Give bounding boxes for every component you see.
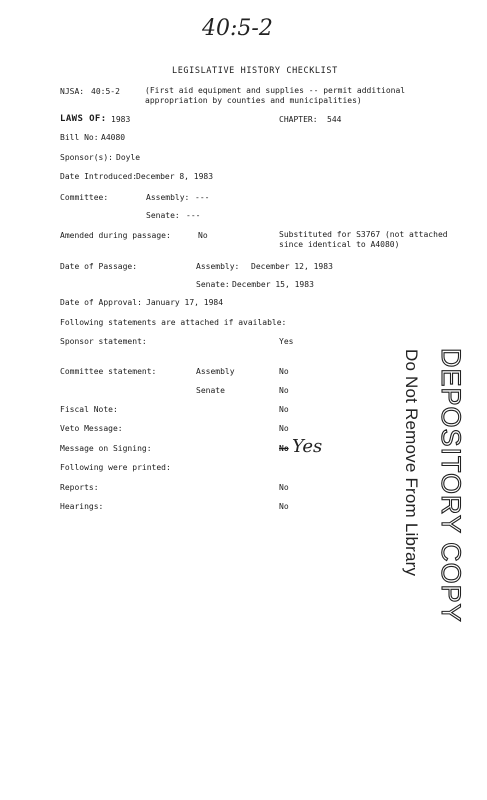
approval-label: Date of Approval: <box>60 298 142 307</box>
approval-value: January 17, 1984 <box>146 298 224 307</box>
bill-no-label: Bill No: <box>60 133 99 142</box>
sponsor-statement-label: Sponsor statement: <box>60 337 147 346</box>
committee-assembly-label: Assembly: <box>146 193 190 202</box>
depository-copy-stamp: DEPOSITORY COPY <box>436 348 466 623</box>
njsa-description-line2: appropriation by counties and municipalities) <box>145 96 362 105</box>
hearings-label: Hearings: <box>60 502 104 511</box>
message-signing-label: Message on Signing: <box>60 444 152 453</box>
passage-senate-label: Senate: <box>196 280 230 289</box>
printed-heading: Following were printed: <box>60 463 171 472</box>
date-introduced-label: Date Introduced: <box>60 172 138 181</box>
laws-of-label: LAWS OF: <box>60 114 107 124</box>
committee-statement-assembly-value: No <box>279 367 289 376</box>
sponsor-statement-value: Yes <box>279 337 294 346</box>
chapter-label: CHAPTER: <box>279 115 318 124</box>
passage-assembly-value: December 12, 1983 <box>251 262 333 271</box>
reports-value: No <box>279 483 289 492</box>
committee-senate-value: --- <box>186 211 201 220</box>
amended-note-line1: Substituted for S3767 (not attached <box>279 230 448 239</box>
bill-no-value: A4080 <box>101 133 126 142</box>
hearings-value: No <box>279 502 289 511</box>
fiscal-note-value: No <box>279 405 289 414</box>
message-signing-handwritten-value: Yes <box>292 436 323 457</box>
committee-senate-label: Senate: <box>146 211 180 220</box>
do-not-remove-stamp: Do Not Remove From Library <box>402 349 421 577</box>
sponsors-value: Doyle <box>116 153 141 162</box>
passage-senate-value: December 15, 1983 <box>232 280 314 289</box>
laws-of-value: 1983 <box>111 115 131 124</box>
amended-label: Amended during passage: <box>60 231 171 240</box>
njsa-label: NJSA: <box>60 87 85 96</box>
reports-label: Reports: <box>60 483 99 492</box>
date-introduced-value: December 8, 1983 <box>136 172 214 181</box>
njsa-description-line1: (First aid equipment and supplies -- permit additional <box>145 86 406 95</box>
page-title: LEGISLATIVE HISTORY CHECKLIST <box>172 66 338 76</box>
passage-assembly-label: Assembly: <box>196 262 240 271</box>
committee-statement-senate-label: Senate <box>196 386 225 395</box>
njsa-value: 40:5-2 <box>91 87 120 96</box>
passage-label: Date of Passage: <box>60 262 138 271</box>
handwritten-call-number: 40:5-2 <box>202 16 273 41</box>
chapter-value: 544 <box>327 115 342 124</box>
message-signing-struck-value: No <box>279 444 289 453</box>
sponsors-label: Sponsor(s): <box>60 153 113 162</box>
veto-message-label: Veto Message: <box>60 424 123 433</box>
committee-label: Committee: <box>60 193 109 202</box>
amended-value: No <box>198 231 208 240</box>
committee-statement-label: Committee statement: <box>60 367 157 376</box>
committee-assembly-value: --- <box>195 193 210 202</box>
amended-note-line2: since identical to A4080) <box>279 240 400 249</box>
fiscal-note-label: Fiscal Note: <box>60 405 118 414</box>
committee-statement-assembly-label: Assembly <box>196 367 235 376</box>
committee-statement-senate-value: No <box>279 386 289 395</box>
veto-message-value: No <box>279 424 289 433</box>
attached-heading: Following statements are attached if available: <box>60 318 287 327</box>
